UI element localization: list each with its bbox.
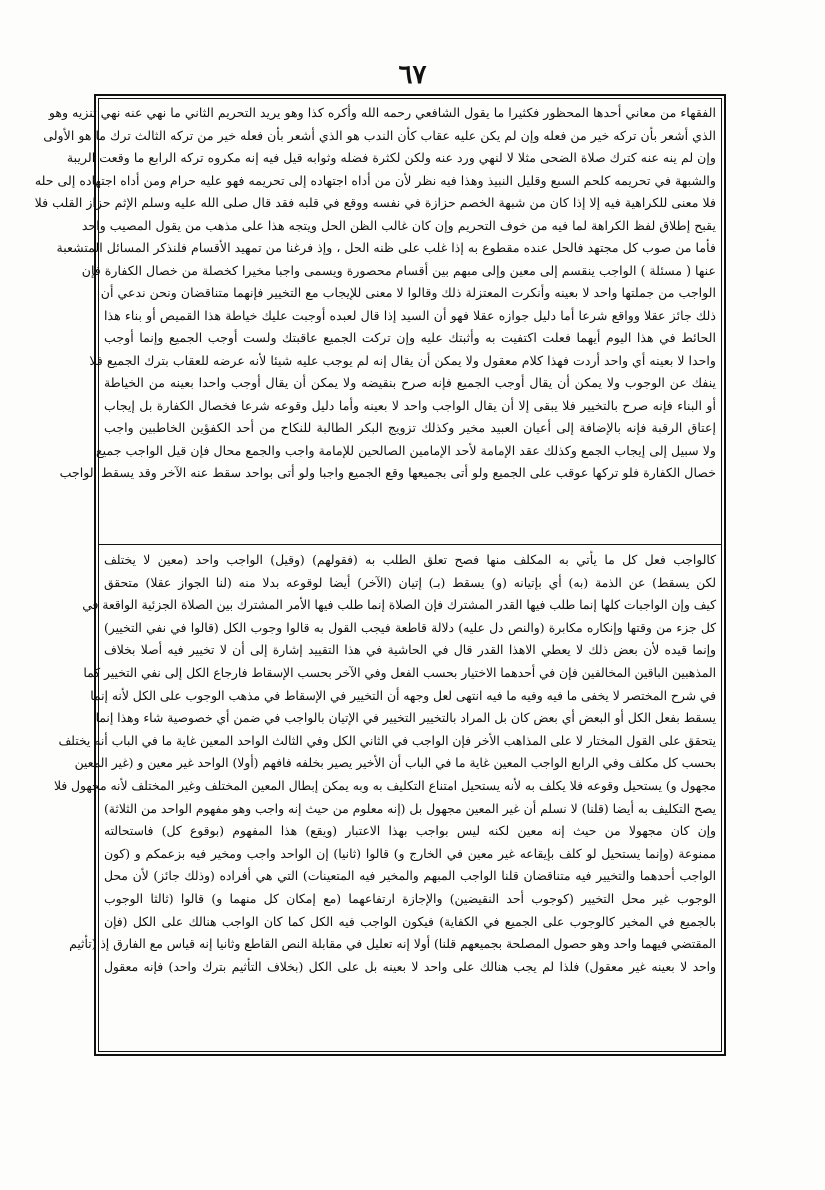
main-text-line: ذلك جائز عقلا وواقع شرعا أما دليل جوازه عقلا فهو أن السيد إذا قال لعبده أوجبت عليك خياطة هذا القميص أو بناء هذا bbox=[104, 307, 716, 323]
main-text-line: الواجب من جملتها واحد لا بعينه وأنكرت المعتزلة ذلك وقالوا لا معنى للإيجاب مع التخيير فإنهما متناقضان ونحن ندعي أن bbox=[100, 285, 716, 300]
commentary-line: الواجب أحدهما والتخيير فيه متناقضان قلنا الواجب المبهم والمخير فيه المتعينات) التي هي أفراده (وذلك جائز) لأن محل bbox=[104, 869, 716, 884]
commentary-line: وإن كان مجهولا من حيث إنه معين لكنه ليس بواجب بهذا الاعتبار (ويقع) هذا المفهوم (بوقوع كل) فاستحالته bbox=[104, 824, 716, 839]
commentary-line: الوجوب غير محل التخيير (كوجوب أحد النقيضين) والإجازة ارتفاعهما (مع إمكان كل منهما و) قالوا (ثالثا الوجوب bbox=[104, 891, 716, 906]
commentary-line: المذهبين الباقين المخالفين فإن في أحدهما الاختيار بحسب الفعل وفي الآخر بحسب الإسقاط فارجاع الكل إلى نفي التخيير كما bbox=[83, 665, 716, 680]
commentary-line: ممنوعة (وإنما يستحيل لو كلف بإيقاعه غير معين في الخارج و) قالوا (ثانيا) إن الواحد واجب ومخير فيه بزعمكم و (كون bbox=[104, 846, 716, 861]
commentary-line: بالجميع في المخير كالوجوب على الجميع في الكفاية) فيكون الواجب فيه الكل كما كان الواجب هنالك على الكل (فإن bbox=[104, 914, 716, 929]
commentary-line: مجهول و) يستحيل وقوعه فلا يكلف به لأنه يستحيل امتناع التكليف به وبه يمكن إبطال المعين المختلف وغير المختلف لأنه مجهول فلا bbox=[53, 778, 716, 793]
main-text-line: يقبح إطلاق لفظ الكراهة لما فيه من خوف التحريم وإن كان غالب الظن الحل ويتجه هذا على مذهب من يقول المصيب واحد bbox=[81, 217, 716, 233]
main-text-block bbox=[34, 102, 716, 543]
main-text-line: ولا سبيل إلى إيجاب الجمع وكذلك عقد الإمامة لأحد الإمامين الصالحين للإمامة واجب والجمع محال فإن قيل الواجب جميع bbox=[95, 442, 716, 458]
main-text-line: الذي أشعر بأن تركه خير من فعله وإن لم يكن عليه عقاب كأن الندب هو الذي أشعر بأن فعله خير من تركه الثالث ترك ما هو الأولى bbox=[43, 127, 716, 143]
main-text-line: ينفك عن الوجوب ولا يمكن أن يقال أوجب الجميع فإنه صرح بنقيضه ولا يمكن أن يقال أوجب واحدا بعينه من الخياطة bbox=[104, 375, 716, 390]
main-text-line: الفقهاء من معاني أحدها المحظور فكثيرا ما يقول الشافعي رحمه الله وأكره كذا وهو يريد التحريم الثاني ما نهي عنه نهي تنزيه وهو bbox=[48, 105, 716, 120]
commentary-line: يصح التكليف به أيضا (قلنا) لا نسلم أن غير المعين مجهول بل (إنه معلوم من حيث إنه واجب وهو مفهوم الواحد من الثلاثة) bbox=[104, 801, 716, 816]
commentary-line: كيف وإن الواجبات كلها إنما طلب فيها القدر المشترك فإن الصلاة إنما طلب فيها الأمر المشترك بين الصلاة الجزئية الواقعة في bbox=[82, 598, 716, 613]
commentary-line: يتحقق على القول المختار لا على المذاهب الأخر فإن الواجب في الثاني الكل وفي الثالث الواحد المعين غاية ما في الباب أنه يختلف bbox=[58, 733, 716, 748]
commentary-line: في شرح المختصر لا يخفى ما فيه وفيه ما فيه انتهى لعل وجهه أن التخيير في الإسقاط في مذهب الوجوب على الكل لأنه إنما bbox=[90, 688, 716, 703]
commentary-line: واحد لا بعينه غير معقول) فلذا لم يجب هنالك على واحد لا بعينه بل على الكل (بخلاف التأثيم بترك واحد) فإنه معقول bbox=[104, 959, 716, 974]
commentary-line: كالواجب فعل كل ما يأتي به المكلف منها فصح تعلق الطلب به (فقولهم) (وقيل) الواجب واحد (معين لا يختلف bbox=[104, 553, 716, 567]
commentary-line: وإنما قيده لأن بعض ذلك لا يعطي الاهذا القدر قال في الحاشية في هذا التقييد إشارة إلى أن لا تخيير فيه أصلا بخلاف bbox=[104, 643, 716, 658]
main-text-line: والشبهة في تحريمه كلحم السبع وقليل النبيذ وهذا فيه نظر لأن من أداه اجتهاده إلى تحريمه فهو عليه حرام ومن أداه اجتهاده إلى حله bbox=[34, 172, 716, 188]
commentary-line: لكن يسقط) عن الذمة (به) أي بإتيانه (و) يسقط (بـ) إتيان (الآخر) أيضا لوقوعه بدلا منه (لنا الجواز عقلا) متحقق bbox=[104, 575, 716, 590]
section-divider bbox=[99, 544, 721, 545]
main-text-line: خصال الكفارة فلو تركها عوقب على الجميع ولو أتى بجميعها وقع الجميع واجبا ولو أتى بواحد سقط عنه الآخر وقد يسقط الواجب bbox=[59, 465, 716, 480]
main-text-line: أو البناء فإنه صرح بالتخيير فلا يبقى إلا أن يقال الواجب واحد لا بعينه وأما دليل وقوعه شرعا فخصال الكفارة بل إيجاب bbox=[104, 397, 716, 413]
commentary-line: كل جزء من وقتها وإنكاره مكابرة (والنص دل عليه) دلالة قاطعة فيجب القول به قالوا وجوب الكل (قالوا في نفي التخيير) bbox=[104, 620, 716, 635]
main-text-line: الحائط في هذا اليوم أيهما فعلت اكتفيت به وأثبتك عليه وإن تركت الجميع عاقبتك ولست أوجب الجميع وإنما أوجب bbox=[104, 330, 716, 345]
main-text-line: إعتاق الرقبة فإنه بالإضافة إلى أعيان العبيد مخير وكذلك تزويج البكر الطالبة للنكاح من أحد الكفؤين الخاطبين واجب bbox=[104, 420, 716, 435]
main-text-line: فلا معنى للكراهية فيه إلا إذا كان من شبهة الخصم حزازة في نفسه ووقع في قلبه فقد قال صلى الله عليه وسلم الإثم حزاز القلب فلا bbox=[34, 195, 716, 210]
main-text-line: عنها ( مسئلة ) الواجب ينقسم إلى معين وإلى مبهم بين أقسام محصورة ويسمى واجبا مخيرا كخصلة من خصال الكفارة فإن bbox=[81, 262, 716, 278]
commentary-line: المقتضي فيهما واحد وهو حصول المصلحة بجميعهم قلنا) أولا إنه تعليل في مقابلة النص القاطع وثانيا إنه قياس مع الفارق إذ (تأثيم bbox=[69, 937, 716, 952]
main-text-line: واحدا لا بعينه أي واحد أردت فهذا كلام معقول ولا يمكن أن يقال إنه لم يوجب عليه شيئا لأنه عرضه للعقاب بترك الجميع فلا bbox=[89, 352, 716, 368]
main-text-line: وإن لم ينه عنه كترك صلاة الضحى مثلا لا لنهي ورد عنه ولكن لكثرة فضله وثوابه قيل فيه إنه مكروه تركه الرابع ما وقعت الريبة bbox=[66, 150, 716, 165]
commentary-line: بحسب كل مكلف وفي الرابع الواجب المعين غاية ما في الباب أن الأخير يصير بخلفه فافهم (أولا) الواحد غير معين و (غير المعين bbox=[74, 756, 716, 771]
page-number: ٦٧ bbox=[398, 60, 427, 90]
commentary-line: يسقط بفعل الكل أو البعض أي بعض كان بل المراد بالتخيير التخيير في الإتيان بالواجب في ضمن أي خصوصية شاء وهذا إنما bbox=[95, 711, 716, 726]
commentary-text-block bbox=[53, 549, 716, 1049]
main-text-line: فأما من صوب كل مجتهد فالحل عنده مقطوع به إذا غلب على ظنه الحل ، وإذ فرغنا من تمهيد الأقسام فلنذكر المسائل المتشعبة bbox=[56, 240, 716, 255]
